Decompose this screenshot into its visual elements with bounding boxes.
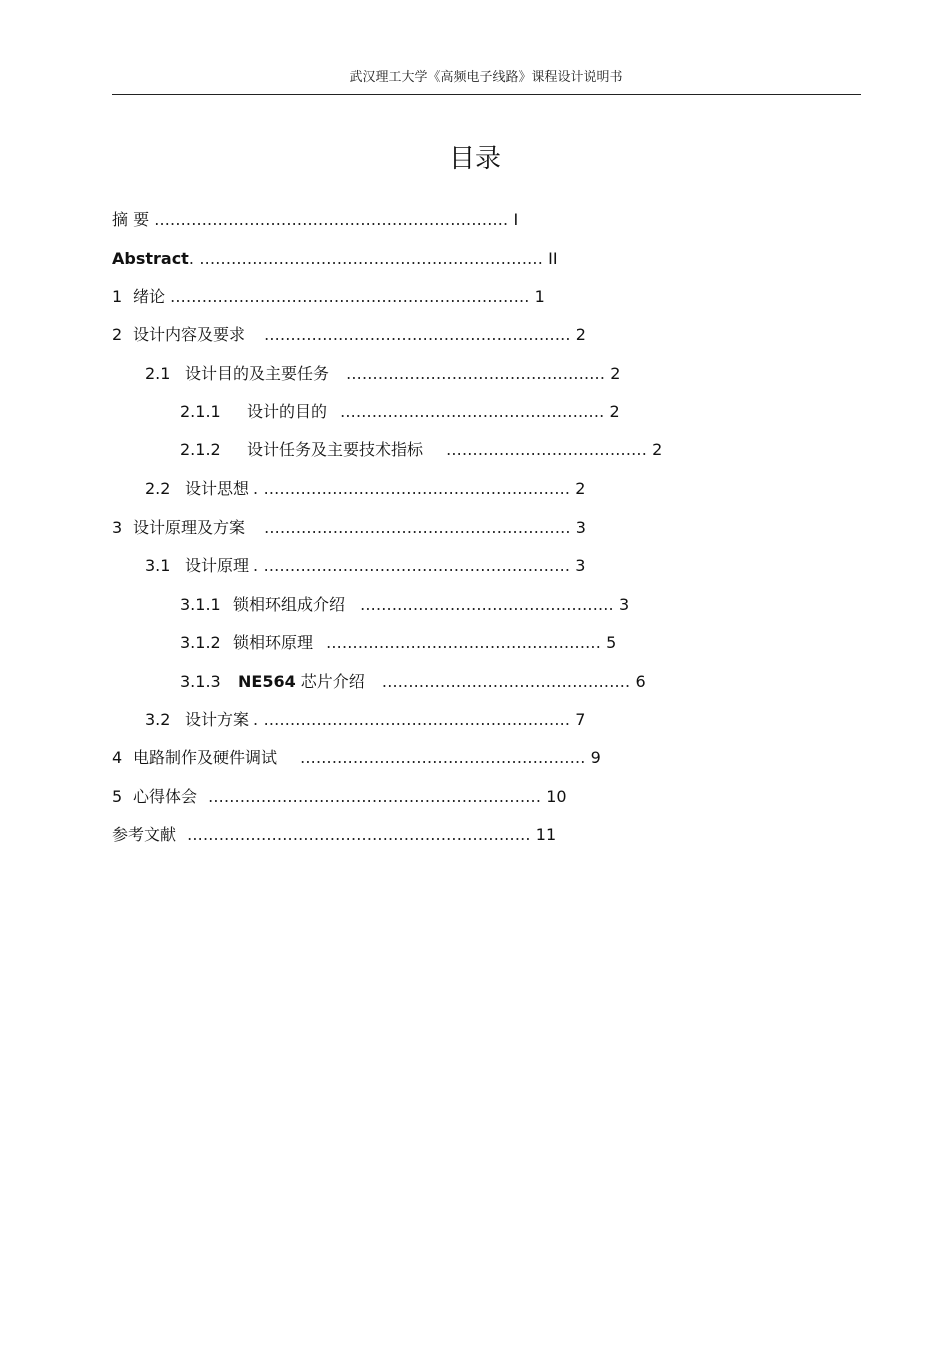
toc-entry-label: 参考文献 xyxy=(112,825,177,844)
toc-leader-dots: ............................................... xyxy=(381,672,631,691)
toc-entry-3-2[interactable] xyxy=(145,710,585,730)
toc-page-number: I xyxy=(513,210,519,229)
toc-entry-number: 2.1 xyxy=(145,364,171,383)
toc-leader-dots: ................................................................. xyxy=(187,825,531,844)
toc-page-number: 3 xyxy=(575,518,586,537)
toc-entry-label: 设计内容及要求 xyxy=(133,325,246,344)
toc-leader-dots: ............................................................... xyxy=(208,787,542,806)
toc-entry-label: 心得体会 xyxy=(133,787,198,806)
toc-page-number: 11 xyxy=(535,825,557,844)
toc-entry-label: 电路制作及硬件调试 xyxy=(133,748,278,767)
toc-leader-dots: ...................................................... xyxy=(300,748,586,767)
toc-entry-label: 设计目的及主要任务 xyxy=(185,364,330,383)
toc-page-number: 1 xyxy=(534,287,545,306)
toc-entry-label: 绪论 xyxy=(133,287,166,306)
toc-entry-number: 3.1 xyxy=(145,556,171,575)
toc-entry-1[interactable] xyxy=(112,287,545,307)
toc-entry-5[interactable] xyxy=(112,787,567,807)
toc-page-number: 9 xyxy=(590,748,601,767)
toc-entry-label: 设计原理及方案 xyxy=(133,518,246,537)
toc-entry-2-1-1[interactable] xyxy=(180,402,620,422)
toc-entry-number: 2 xyxy=(112,325,123,344)
toc-entry-number: 5 xyxy=(112,787,123,806)
toc-entry-number: 4 xyxy=(112,748,123,767)
toc-entry-label: 锁相环原理 xyxy=(233,633,314,652)
toc-entry-number: 1 xyxy=(112,287,123,306)
toc-leader-dots: ................................................. xyxy=(346,364,606,383)
toc-entry-label: 设计思想 xyxy=(185,479,250,498)
toc-entry-label: 设计方案 xyxy=(185,710,250,729)
toc-entry-number: 2.1.1 xyxy=(180,402,221,421)
toc-entry-2-1-2[interactable] xyxy=(180,440,662,460)
toc-leader-dots: . ................................................................. xyxy=(188,249,543,268)
toc-page-number: 2 xyxy=(609,402,620,421)
toc-entry-label: 芯片介绍 xyxy=(295,672,365,691)
toc-entry-2-2[interactable] xyxy=(145,479,585,499)
toc-page-number: 10 xyxy=(546,787,567,806)
toc-entry-4[interactable] xyxy=(112,748,601,768)
toc-entry-number: 3.2 xyxy=(145,710,171,729)
toc-entry-label: 设计任务及主要技术指标 xyxy=(247,440,424,459)
toc-leader-dots: .................................................... xyxy=(326,633,601,652)
toc-entry-number: 3.1.1 xyxy=(180,595,221,614)
toc-entry-3-1-1[interactable] xyxy=(180,595,629,615)
toc-entry-abstract-cn[interactable] xyxy=(112,210,518,230)
toc-leader-dots: .................................................. xyxy=(340,402,605,421)
toc-entry-references[interactable] xyxy=(112,825,556,845)
toc-entry-2-1[interactable] xyxy=(145,364,620,384)
toc-entry-3-1-2[interactable] xyxy=(180,633,616,653)
toc-leader-dots: . .......................................................... xyxy=(253,556,571,575)
header-rule xyxy=(112,94,861,95)
toc-leader-dots: ................................................ xyxy=(360,595,614,614)
toc-leader-dots: . .......................................................... xyxy=(253,479,571,498)
toc-page-number: 5 xyxy=(606,633,617,652)
toc-page-number: 3 xyxy=(618,595,630,614)
toc-entry-label-chip: NE564 xyxy=(238,672,296,691)
toc-page-number: 7 xyxy=(575,710,586,729)
toc-entry-3[interactable] xyxy=(112,518,586,538)
toc-entry-number: 3.1.3 xyxy=(180,672,221,691)
toc-entry-label: 设计原理 xyxy=(185,556,250,575)
toc-entry-label: 设计的目的 xyxy=(247,402,328,421)
toc-entry-number: 2.2 xyxy=(145,479,171,498)
toc-leader-dots: ...................................... xyxy=(446,440,647,459)
toc-entry-number: 3 xyxy=(112,518,123,537)
toc-entry-abstract-en[interactable] xyxy=(112,249,558,269)
toc-leader-dots: ................................................................... xyxy=(154,210,509,229)
toc-page-number: 6 xyxy=(635,672,646,691)
toc-page-number: II xyxy=(548,249,558,268)
toc-page-number: 2 xyxy=(575,325,586,344)
toc-entry-label: 锁相环组成介绍 xyxy=(233,595,346,614)
toc-leader-dots: .................................................................... xyxy=(170,287,530,306)
toc-page-number: 2 xyxy=(610,364,621,383)
toc-page-number: 2 xyxy=(575,479,586,498)
toc-entry-label: Abstract xyxy=(112,249,189,268)
page-title: 目录 xyxy=(448,144,501,174)
toc-entry-3-1[interactable] xyxy=(145,556,585,576)
toc-page-number: 3 xyxy=(575,556,586,575)
toc-entry-label: 摘 要 xyxy=(112,210,150,229)
toc-leader-dots: .......................................................... xyxy=(264,325,571,344)
page-header: 武汉理工大学《高频电子线路》课程设计说明书 xyxy=(349,70,623,85)
toc-leader-dots: . .......................................................... xyxy=(253,710,571,729)
toc-entry-number: 3.1.2 xyxy=(180,633,221,652)
toc-entry-number: 2.1.2 xyxy=(180,440,221,459)
toc-entry-3-1-3[interactable] xyxy=(180,672,646,692)
toc-leader-dots: .......................................................... xyxy=(264,518,571,537)
toc-page-number: 2 xyxy=(652,440,663,459)
toc-entry-2[interactable] xyxy=(112,325,586,345)
